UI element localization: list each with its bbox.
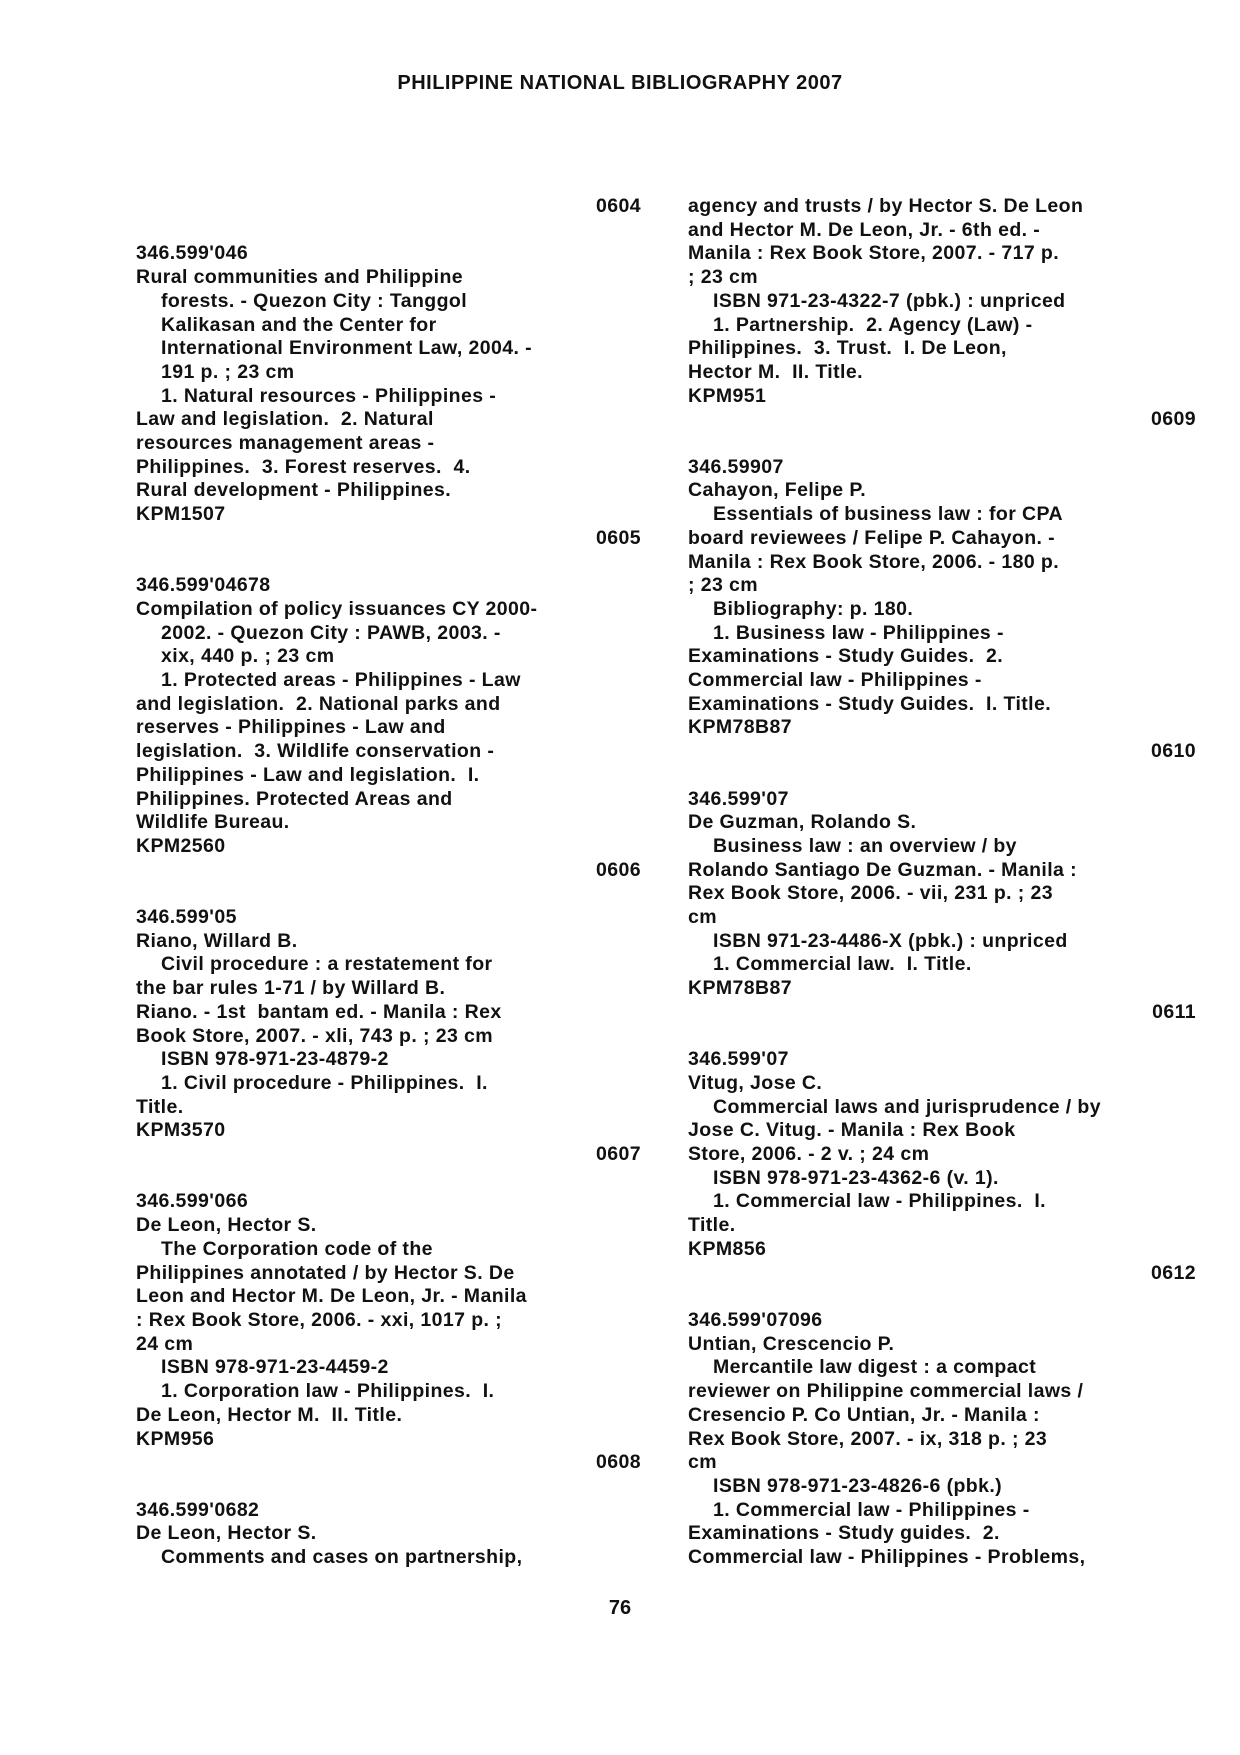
entry-number: 0606 xyxy=(596,858,641,881)
catalog-line: Vitug, Jose C. xyxy=(688,1071,823,1094)
catalog-line: International Environment Law, 2004. - xyxy=(161,337,532,360)
entry-number: 0608 xyxy=(596,1451,641,1474)
blank-line xyxy=(688,1025,1196,1049)
catalog-line: 1. Commercial law. I. Title. xyxy=(713,953,972,976)
catalog-line: 1. Corporation law - Philippines. I. xyxy=(161,1380,495,1403)
catalog-line: 1. Civil procedure - Philippines. I. xyxy=(161,1071,488,1094)
catalog-line: ISBN 971-23-4322-7 (pbk.) : unpriced xyxy=(713,289,1066,312)
left-column xyxy=(136,195,641,1570)
catalog-line: reviewer on Philippine commercial laws / xyxy=(688,1380,1084,1403)
catalog-line: 1. Natural resources - Philippines - xyxy=(161,384,497,407)
catalog-line: Manila : Rex Book Store, 2007. - 717 p. xyxy=(688,242,1060,265)
catalog-line: 1. Commercial law - Philippines - xyxy=(713,1498,1030,1521)
catalog-line: 346.599'04678 xyxy=(136,574,271,597)
entry-number: 0605 xyxy=(596,526,641,549)
catalog-line: Philippines. 3. Forest reserves. 4. xyxy=(136,455,471,478)
catalog-line: Philippines - Law and legislation. I. xyxy=(136,763,480,786)
blank-line xyxy=(688,432,1196,456)
catalog-line: ISBN 971-23-4486-X (pbk.) : unpriced xyxy=(713,929,1068,952)
catalog-line: ; 23 cm xyxy=(688,266,759,289)
catalog-line: Rex Book Store, 2006. - vii, 231 p. ; 23 xyxy=(688,882,1053,905)
catalog-line: 1. Commercial law - Philippines. I. xyxy=(713,1190,1046,1213)
catalog-line: 24 cm xyxy=(136,1332,194,1355)
catalog-line: ; 23 cm xyxy=(688,574,759,597)
catalog-line: Hector M. II. Title. xyxy=(688,360,863,383)
catalog-line: xix, 440 p. ; 23 cm xyxy=(161,645,335,668)
catalog-line: KPM1507 xyxy=(136,503,226,526)
entry-number: 0604 xyxy=(596,195,641,217)
catalog-line: Leon and Hector M. De Leon, Jr. - Manila xyxy=(136,1285,527,1308)
catalog-line: Law and legislation. 2. Natural xyxy=(136,408,434,431)
catalog-line: De Leon, Hector S. xyxy=(136,1522,317,1545)
right-column xyxy=(688,195,1196,1570)
catalog-line: 346.59907 xyxy=(688,455,784,478)
catalog-line: Business law : an overview / by xyxy=(713,834,1017,857)
catalog-line: ISBN 978-971-23-4826-6 (pbk.) xyxy=(713,1474,1003,1497)
blank-line xyxy=(136,882,641,906)
catalog-line: The Corporation code of the xyxy=(161,1237,433,1260)
catalog-line: Riano. - 1st bantam ed. - Manila : Rex xyxy=(136,1000,502,1023)
catalog-line: Rural development - Philippines. xyxy=(136,479,452,502)
catalog-line: Compilation of policy issuances CY 2000- xyxy=(136,597,538,620)
catalog-line: Examinations - Study Guides. 2. xyxy=(688,645,1004,668)
entry-number: 0609 xyxy=(1151,408,1196,431)
catalog-line: Book Store, 2007. - xli, 743 p. ; 23 cm xyxy=(136,1024,493,1047)
catalog-line: cm xyxy=(688,906,717,929)
catalog-line: De Guzman, Rolando S. xyxy=(688,811,917,834)
catalog-line: Bibliography: p. 180. xyxy=(713,597,914,620)
catalog-line: Rolando Santiago De Guzman. - Manila : xyxy=(688,858,1077,881)
catalog-line: ISBN 978-971-23-4362-6 (v. 1). xyxy=(713,1166,999,1189)
catalog-line: Manila : Rex Book Store, 2006. - 180 p. xyxy=(688,550,1060,573)
catalog-line: Civil procedure : a restatement for xyxy=(161,953,493,976)
catalog-line: Comments and cases on partnership, xyxy=(161,1546,523,1568)
blank-line xyxy=(136,1167,641,1191)
catalog-line: Examinations - Study Guides. I. Title. xyxy=(688,692,1052,715)
catalog-line: legislation. 3. Wildlife conservation - xyxy=(136,740,495,763)
catalog-line: and legislation. 2. National parks and xyxy=(136,692,501,715)
catalog-line: Mercantile law digest : a compact xyxy=(713,1356,1037,1379)
entry-number: 0611 xyxy=(1152,1000,1196,1023)
catalog-line: 1. Business law - Philippines - xyxy=(713,621,1004,644)
catalog-line: Jose C. Vitug. - Manila : Rex Book xyxy=(688,1119,1016,1142)
catalog-line: 346.599'0682 xyxy=(136,1498,260,1521)
blank-line xyxy=(136,1475,641,1499)
entry-number: 0610 xyxy=(1151,740,1196,763)
catalog-line: KPM3570 xyxy=(136,1119,226,1142)
catalog-line: ISBN 978-971-23-4879-2 xyxy=(161,1048,389,1071)
page-number: 76 xyxy=(608,1597,632,1619)
catalog-line: Cresencio P. Co Untian, Jr. - Manila : xyxy=(688,1403,1040,1426)
catalog-line: cm xyxy=(688,1451,717,1474)
catalog-line: 1. Partnership. 2. Agency (Law) - xyxy=(713,313,1033,336)
catalog-line: Philippines. 3. Trust. I. De Leon, xyxy=(688,337,1007,360)
catalog-line: ISBN 978-971-23-4459-2 xyxy=(161,1356,389,1379)
catalog-line: KPM956 xyxy=(136,1427,215,1450)
blank-line xyxy=(136,551,641,575)
catalog-line: 346.599'07096 xyxy=(688,1308,823,1331)
catalog-line: Essentials of business law : for CPA xyxy=(713,503,1063,526)
catalog-line: forests. - Quezon City : Tanggol xyxy=(161,289,468,312)
catalog-line: 346.599'07 xyxy=(688,787,789,810)
catalog-line: 346.599'05 xyxy=(136,906,237,929)
catalog-line: Title. xyxy=(136,1095,184,1118)
catalog-line: Philippines annotated / by Hector S. De xyxy=(136,1261,515,1284)
catalog-line: reserves - Philippines - Law and xyxy=(136,716,446,739)
catalog-line: Store, 2006. - 2 v. ; 24 cm xyxy=(688,1143,930,1166)
catalog-line: Philippines. Protected Areas and xyxy=(136,787,453,810)
catalog-line: 2002. - Quezon City : PAWB, 2003. - xyxy=(161,621,501,644)
catalog-line: De Leon, Hector S. xyxy=(136,1214,317,1237)
catalog-line: Examinations - Study guides. 2. xyxy=(688,1522,1000,1545)
catalog-line: KPM78B87 xyxy=(688,716,792,739)
catalog-line: 191 p. ; 23 cm xyxy=(161,360,295,383)
catalog-line: Commercial law - Philippines - Problems, xyxy=(688,1546,1086,1569)
catalog-line: 346.599'046 xyxy=(136,242,249,265)
catalog-line: Kalikasan and the Center for xyxy=(161,313,437,336)
entry-number: 0607 xyxy=(596,1143,641,1166)
catalog-line: KPM856 xyxy=(688,1237,767,1260)
catalog-line: Title. xyxy=(688,1214,736,1237)
catalog-line: Rural communities and Philippine xyxy=(136,266,464,289)
catalog-line: and Hector M. De Leon, Jr. - 6th ed. - xyxy=(688,218,1041,241)
catalog-line: Commercial law - Philippines - xyxy=(688,669,982,692)
catalog-line: board reviewees / Felipe P. Cahayon. - xyxy=(688,526,1056,549)
catalog-line: 346.599'066 xyxy=(136,1190,249,1213)
page-title: PHILIPPINE NATIONAL BIBLIOGRAPHY 2007 xyxy=(397,72,843,94)
catalog-line: resources management areas - xyxy=(136,432,435,455)
catalog-line: KPM951 xyxy=(688,384,767,407)
entry-number: 0612 xyxy=(1151,1261,1196,1284)
catalog-line: Rex Book Store, 2007. - ix, 318 p. ; 23 xyxy=(688,1427,1048,1450)
catalog-line: the bar rules 1-71 / by Willard B. xyxy=(136,977,446,1000)
blank-line xyxy=(688,1285,1196,1309)
blank-line xyxy=(688,764,1196,788)
catalog-line: Riano, Willard B. xyxy=(136,929,298,952)
catalog-line: Untian, Crescencio P. xyxy=(688,1332,895,1355)
catalog-line: 346.599'07 xyxy=(688,1048,789,1071)
catalog-line: De Leon, Hector M. II. Title. xyxy=(136,1403,403,1426)
catalog-line: Cahayon, Felipe P. xyxy=(688,479,867,502)
catalog-line: agency and trusts / by Hector S. De Leon xyxy=(688,195,1084,217)
catalog-line: Commercial laws and jurisprudence / by xyxy=(713,1095,1101,1118)
blank-line xyxy=(136,219,641,243)
catalog-line: Wildlife Bureau. xyxy=(136,811,290,834)
catalog-line: KPM2560 xyxy=(136,834,226,857)
catalog-line: KPM78B87 xyxy=(688,977,792,1000)
catalog-line: : Rex Book Store, 2006. - xxi, 1017 p. ; xyxy=(136,1308,503,1331)
catalog-line: 1. Protected areas - Philippines - Law xyxy=(161,669,521,692)
